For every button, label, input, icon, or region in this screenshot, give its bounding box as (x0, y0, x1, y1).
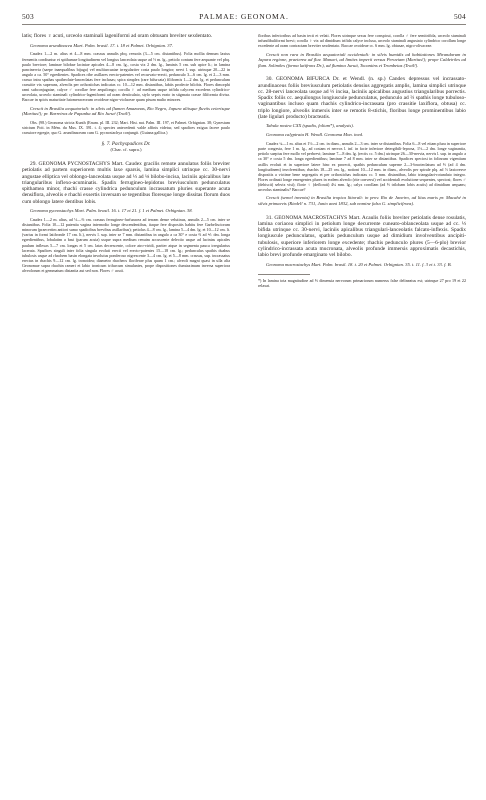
section-note: (Char. cf. supra.) (110, 147, 142, 153)
footnote-divider (258, 274, 310, 275)
observation-note: Obs. (98.) Geonoma stricta Kunth (Enum. pl. III. 232; Mart. Hist. nat. Palm. III. 197, et Palmet. Orbignian. 38; Gynestum strictum Poit. in Mém. du Mus. IX. 391. t. 4; species antecedenti valde affinis videtur, sed spadices exigua facere paulo crassiore egregie, quo G. arundinaceam cum G. pycnostachya conjungit. (Guiana gallica.) (22, 120, 230, 136)
continued-description: latis; flores ♀ acuti, urceolo staminali lageniformi ad oram obtusam breviter sexdentato. (22, 33, 213, 39)
species-diagnosis-30: Dr. et Wendl. (n. sp.) Candex depressus vel incrassato-arundinaceus foliis breviusculum petiolatis densius aggregatis amplis, lamina simplici utrinque cc. 28-nervi lanceolata usque ad ⅓ incisa, laciniis apicalibus angustius triangularibus porrectis. Spadix foliis cc. aequilongus longiuscule pedunculatus, pedunculo ad ⅔ spathis longe tubuloso-vaginantibus incluso quam rhachis cylindrico-incrassata (pro crassitie laxiflora, obtusa) cc. triplo longiore, alveolis inmersis inter se remotis 8-stichis, floribus longe prominentibus labio (late ligulari producto) bracteatis. (258, 76, 466, 120)
running-title: PALMAE: GEONOMA. (199, 12, 289, 21)
habitat-note: Crescit in Brasilia aequatoriali: in silvis ad flumen Amazonas, Rio Negro, Japura aliisque fluviis ceterisque (Martius!); pr. Barreiras de Papunha ad Rio Jurué (Trail!). (22, 105, 230, 117)
species-reference: Geonoma calyptrata H. Wendl. Geonoma Mon. ined. (266, 132, 364, 138)
right-column (258, 33, 466, 288)
running-header (22, 12, 466, 25)
plate-reference: Tabula nostra CXX (spadix, folium*), analysis). (266, 123, 354, 129)
species-reference: Geonoma pycnostachys Mart. Palm. brasil. 16. t. 17 et 21. f. 1 et Palmet. Orbignian. 38. (30, 208, 193, 214)
species-diagnosis-31: Mart. Acaulis foliis breviter petiolatis dense rosulatis, lamina coriacea simplici in petiolum longe decurrente cuneato-oblanceolata usque ad cc. ⅓ bifida utrinque cc. 30-nervi, laciniis apicalibus triangulari-lanceolatis falcato-inflexis. Spadix longiuscule pedunculatus, spathis pedunculum usque ad dimidium involventibus ancipiti-tubulosis, superiore inferiorem longe excedente; rhachis pedunculo plures (5—6-plo) brevior cylindrico-incrassata acuta mucronata, alveolis profunde immersis approximatis decastichis, labio brevi profunde emarginato vel bilobo. (258, 214, 466, 259)
species-detail-description: Caudex 1—2 m. altus, ad ⅓—⅔ cm. crassus ferrugineo-furfuracea ad terram dense velutinus, annulis 2—5 cm. inter se distantibus. Folia 10—12 patentia vagina internodio longe descendentibus, itaque fere dispositis habitu fere Garbelisciorum minorum (praecertim antiori sumo spadicibus brevibus axillaribus); petiolus 4—8 cm. lg., lamina 5—4 dm. lg. et 10—12 cm. lt. (varius in formi latifronde 17 cm. lt.), nervis l. sup. inter se 7 mm. distantibus in angulo a ca 30° e costa ⅔ ad ⅘ dm. longa egredientibus, lobulatim a basi (parum acuta) usque supra medium renuim accuscente delectio usque ad lacinias apicales paulum inflexas 5—7 cm. longas et 5 cm. latas decrescente, colore atro-viridi, pariter atque in segmenta pauca irregularius lacerata. Spadices singuli inter folia singula evoluti erecti vel erecto-patentes 15—18 cm. lg.; pedunculus spathis duabus tubulosis usque ad rhachem basin elongata involutus ponderoso nigrescente 3—4 cm. lg. et 5—8 mm. crassus, sup. incrassatus erectus in rhachis 9—12 cm. lg. tronoidea; diametro rhacheos floriferae plus quam 1 cm.; alveoli magni quasi in ulla alia Geonomae supra rhachin rameri et labio tronicum trifurcum simulantes, prope dispositiones dumtaximum inversa superiora alveolorum et gemmatum distantia aut sed non. Flores ♂ acuti. (22, 217, 230, 274)
page-number-left: 503 (22, 12, 34, 21)
species-detail-description: Caudex ¼—1 m. altus et 1½—2 cm. in diam., annulis 2—3 cm. inter se distantibus. Folia 6—8 vel etiam plura in superiore parte congesta, fere 1 m. lg., ad costam et nervos l. inf. in facie inferiore detergibili-leprosa, 1½—2 dm. longe vaginantia, petiolo saepius fere mollo vel perbrevi; laminae 7—8 dm. lg. (rectis cc. 5 dm.) utrinque 26—30-nervia, nervis l. sup. in angulo a ca 30° e costa 5 dm. longa egredientibus; laminae 7 ad 8 mm. inter se distantibus. Spadices speciosi in folinrum vigentium axillis evoluti et in superiore latere hinc ex prorecti, spathis pedunculum superne 2—3-bracteolatum ad ⅔ (ad 4 dm. longitudinem) involventibus; rhachis 18—25 cm. lg., notioni 10—12 mm. in diam., alveolis per spirale plq. ad ⅓ laxioresve dispositis a victime bene segregatis et per orthostichas indicatas cc. 5 mm. distantibus, labio triangulari-rotundato integro. Flores ordinati longe emergentes plures in eodem alveolo (rite conversi) vel accidentali evolutione sequentes, speciosi; flores ♂ (dehiscit) sebvix visi); florie ♀ (deflorati) 4¼ mm. lg.; calyx corollam (ad ⅔ trilobam lobis acutis) ad dimidium aequans; urceolus staminalis? Baccae? (258, 141, 466, 193)
species-title-31: 31. GEONOMA MACROSTACHYS (266, 214, 348, 221)
species-entry-29 (22, 161, 230, 205)
species-diagnosis-29: Mart. Caudex gracilis remote annulatus foliis breviter petiolatis ad partem superiorem multis laxe sparsis, lamina simplici utrinque cc. 30-nervi angustae elliptica vel oblongo-lanceolata usque ad ⅓ ad ⅛ bilobo-incisa, laciniis apicalibus late triangularibus inflexo-acuminatis. Spadix ferrugineo-lepidotus breviusculum pedunculatus spithamea minor, rhachi crasse cylindrica pedunculum incrassatum pluries superante acuta densiflora, alveolis e rhachi exsertis inversam se tegentibus floresque longe dissitas florum duos cum oblongo latere dentibus lobis. (22, 161, 231, 205)
habitat-note: Crescit non rara in Brasilia aequatoriali occidentali: in silvis humidis ad habitationes Mirandarum in Japura regione, praeterea ad fluv. Manaei, ad limites imperii versus Peruviam (Martius!); prope Caldeirões ad flum. Solimões (forma latifrons Dr.), ad flumina Juruá, Tocantins et Trombetas (Trail!). (258, 51, 466, 68)
footnote: *) In lamina tota magnitudine ad ⅔ dimensia nervorum primariorum numerus false delineatus est; utrinque 27 pro 19 et 22 relaxat. (258, 278, 466, 289)
species-title-30: 30. GEONOMA BIFURCA (266, 76, 330, 83)
page-number-right: 504 (453, 12, 466, 21)
species-entry-30 (258, 76, 466, 120)
continued-description: floribus inferioribus ad basin tecti et velati. Flores utrinque sexus fere conspicui, corolla ♂ fere semitrifida, urceolo staminali infundibuliformi brevi; corolla ♀ vix ad dimidium trifida calyce inclusa, urceolo staminali angustato cylindrico corollam longe excedente ad oram contractam breviter sexdentato. Baccae ovoideae cc. 6 mm. lg. obtusae, nigro-olivaceae. (258, 33, 466, 49)
section-heading: §. 7. Pachyspadices Dr. (101, 140, 151, 147)
left-column (22, 33, 230, 288)
habitat-note: Crescit (semel inventa) in Brasilia tropica littorali: in prov. Rio de Janeiro, ad litus maris pr. Macahé in silvis primaevis (Riedel! n. 731, Junio anni 1832, sub nomine falso G. simplicifrons). (258, 195, 466, 207)
species-reference: Geonoma arundinacea Mart. Palm. brasil. 17. t. 18 et Palmet. Orbignian. 37. (30, 42, 174, 48)
species-title-29: 29. GEONOMA PYCNOSTACHYS (30, 161, 110, 168)
species-reference: Geonoma macrostachys Mart. Palm. brasil. 18. t. 20 et Palmet. Orbignian. 35. t. 11. f. 3 et t. 33. f. B. (266, 261, 452, 267)
species-entry-31 (258, 215, 466, 259)
species-detail-description: Caudex 1—2 m. altus et 4—8 mm. crassus annulis pbq. remotis (3—5 cm. distantibus). Folia mollia demum laxius fermentis condiuntur et spithamae longitudinem vel longius lanceolata usque ad ½ m. lg., petiolo contum fere aequante vel pbq. paulo breviore; laminae bilobae laciniae apicales 4—8 cm. lg., costa vix 2 dm. lg., laminis 5 cm. sub apice lt.; in lamina pancinervia (saepe inaequalibus bijuga) vel multiarcuatae irregulariter costa paulo longior; nervi l. sup. utrinque 20—22 in angulo a ca. 50° egredientes. Spadices ribe axillares erecto-patentes vel recurvato-erecti, pedunculo 3—6 cm. lg. et 2—3 mm. crasso intra spathas spatheolate-lanceolatas fere inclusas; spica simplex (rare bifurcata) filiformis 1—2 dm. lg. et pedunculum crassitie vix superans, alveolis per orthostichas indicatas cc. 10—12 mm. distantibus, labiis prodecte bilobis. Flores dimorphi rami subconjugatae, calyce ♂ corollae fere aequilongo; corolla ♀ ad medium usque trifida calycem excedens cylindrico-urceolata, urceolo staminali cylindrico-lageniformi ad oram denticulato, stylo sepris erato in stigmata crasse filiformia divisa. Baccae in spicis maturitate lutomeraceorum ovoideae nigro-violaceae quam pisum multo minores. (22, 51, 230, 103)
two-column-body (22, 33, 466, 288)
